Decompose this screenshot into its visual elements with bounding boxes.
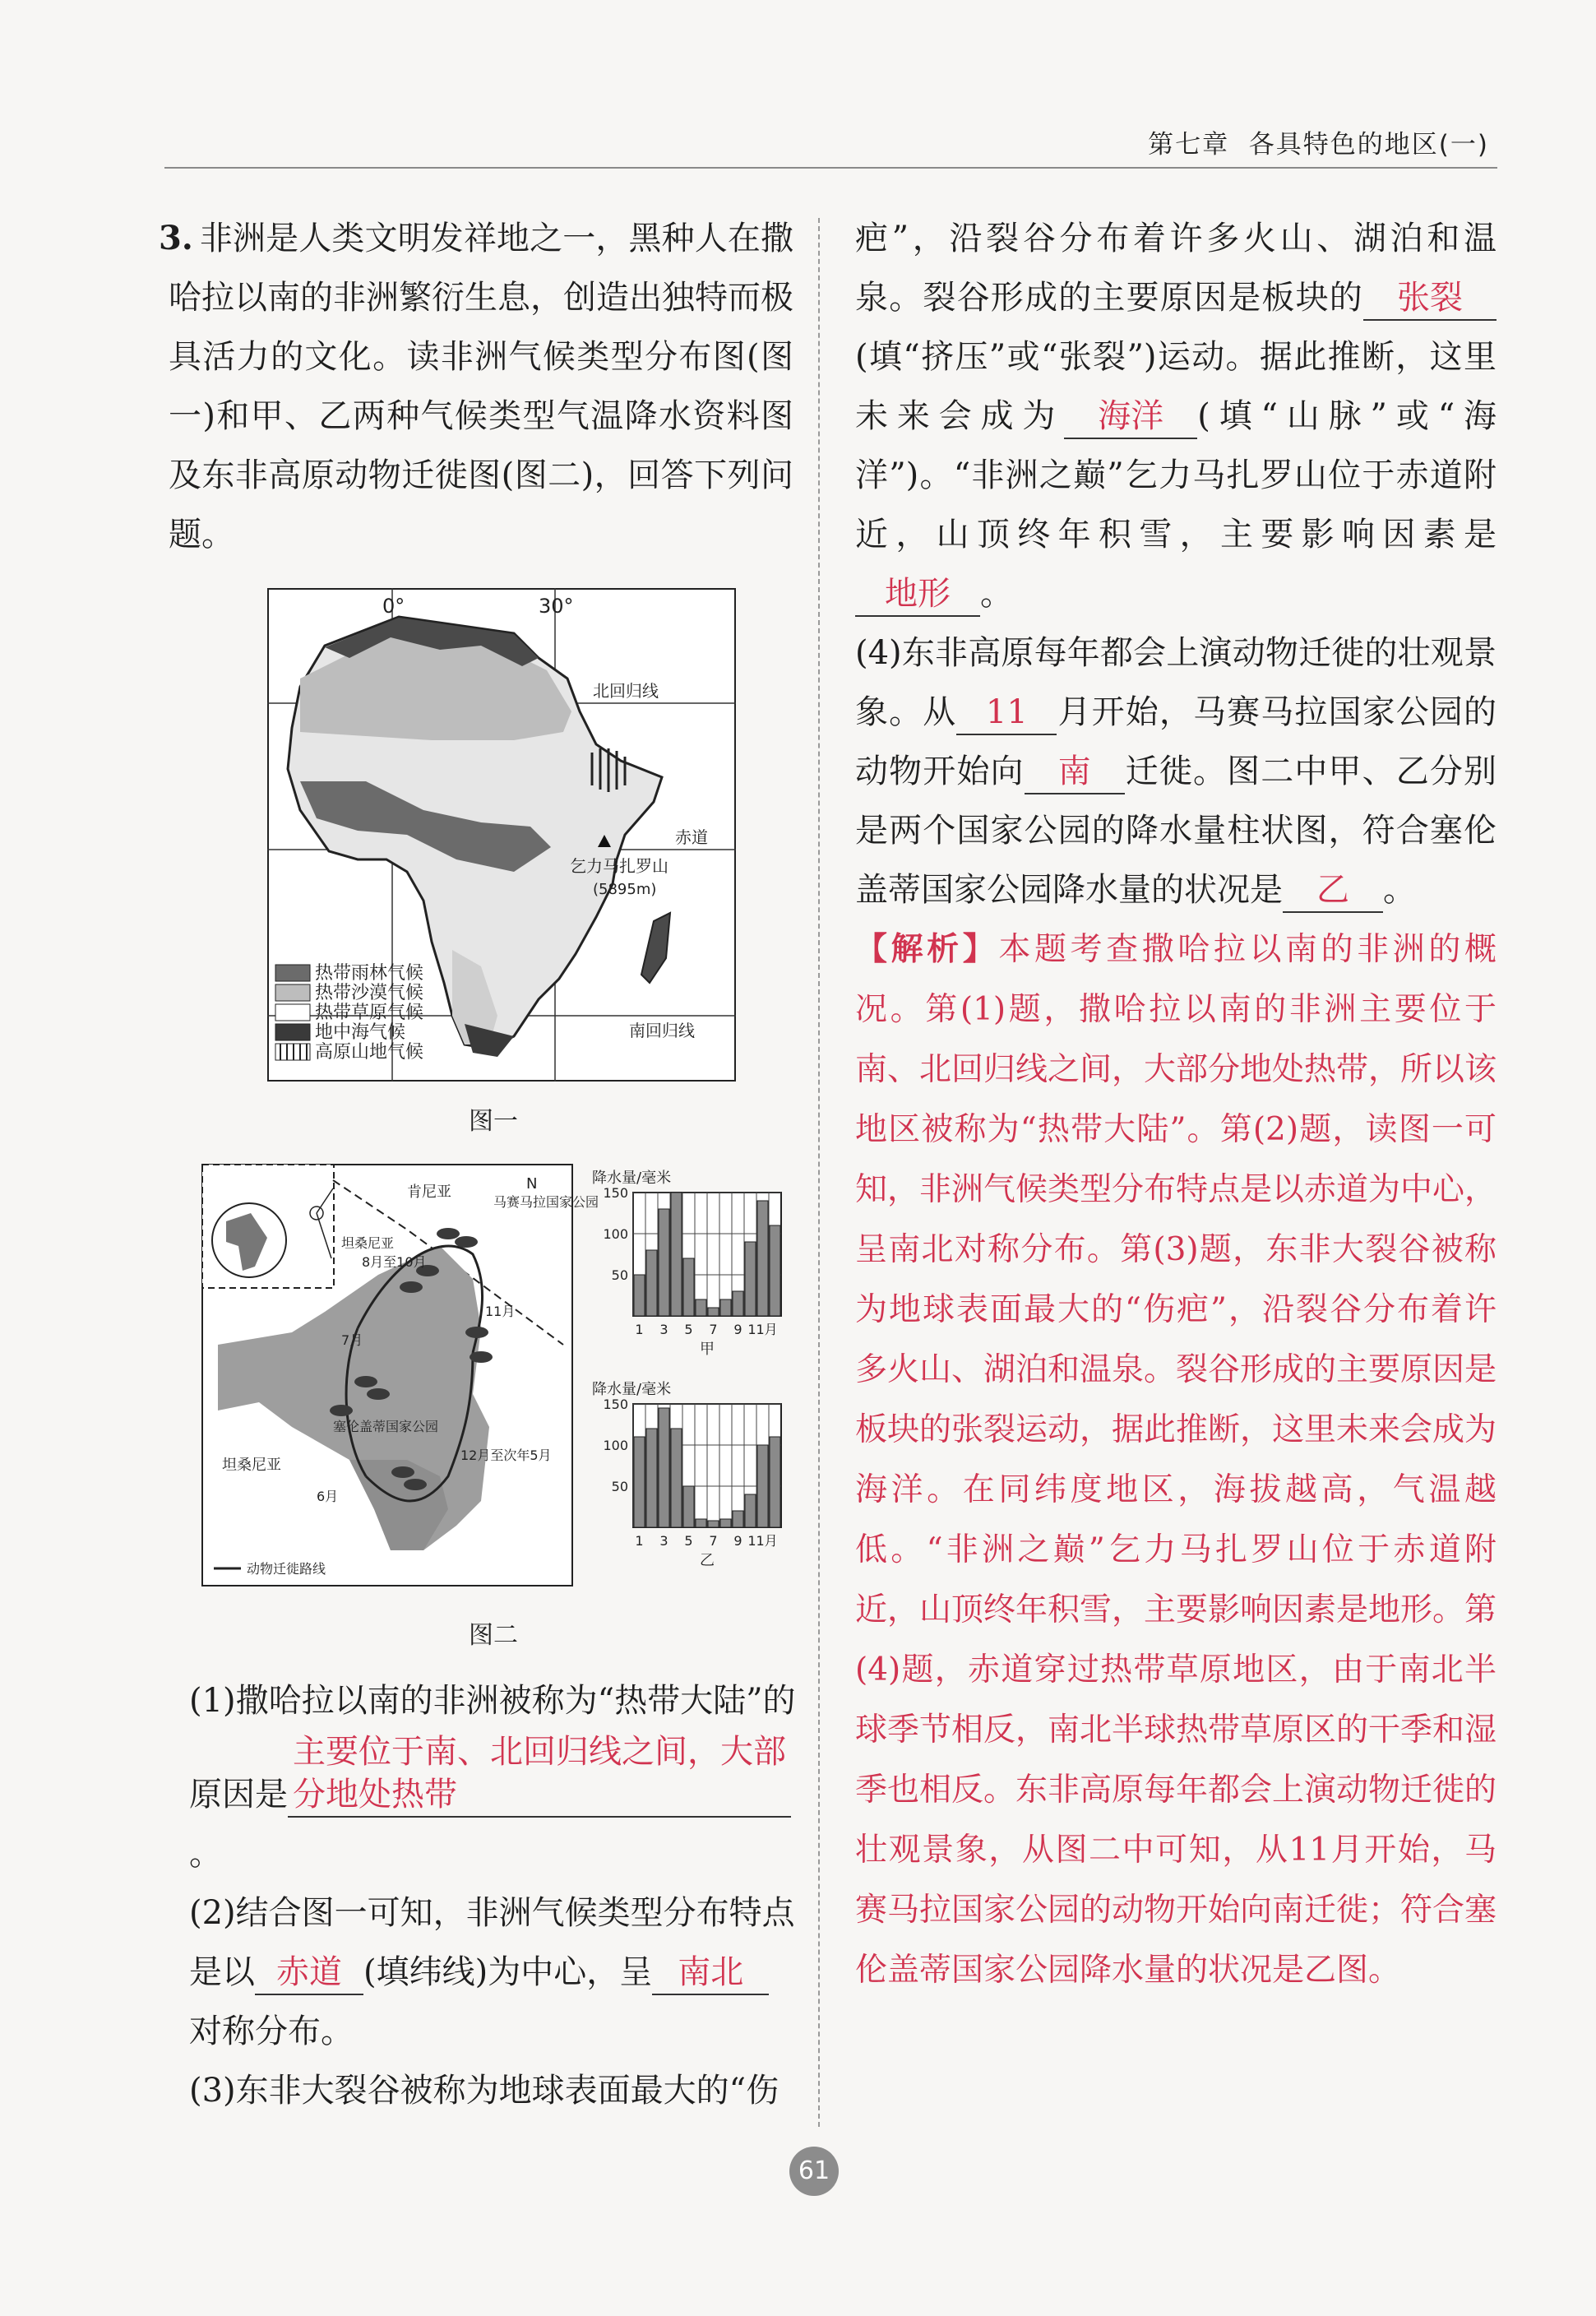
sub-question-4 — [855, 623, 1497, 919]
sub2-text-b: (填纬线)为中心，呈 — [363, 1953, 653, 1991]
africa-climate-map — [267, 588, 736, 1085]
chart-bar — [708, 1308, 719, 1316]
sub4-end: 。 — [1383, 871, 1416, 909]
label-dec-may: 12月至次年5月 — [460, 1448, 552, 1463]
legend-highland: 高原山地气候 — [315, 1042, 424, 1063]
climate-legend — [275, 963, 423, 1063]
sub2-text-a: (2)结合图一可知，非洲气候类型分布特点是以 — [189, 1894, 795, 1991]
chart-ylabel: 降水量/毫米 — [592, 1381, 672, 1398]
sub3-cont: 疤”，沿裂谷分布着许多火山、湖泊和温泉。裂谷形成的主要原因是板块的 — [855, 220, 1497, 317]
chart-bar — [720, 1299, 731, 1316]
chart-ylabel: 降水量/毫米 — [592, 1170, 672, 1187]
page-number: 61 — [789, 2147, 839, 2196]
chart-bar — [757, 1201, 768, 1316]
question-text: 非洲是人类文明发祥地之一，黑种人在撒哈拉以南的非洲繁衍生息，创造出独特而极具活力的文化。读非洲气候类型分布图(图一)和甲、乙两种气候类型气温降水资料图及东非高原动物迁徙图(图二)，回答下列问题。 — [169, 220, 793, 554]
north-arrow: N — [526, 1175, 538, 1193]
sub2-text-c: 对称分布。 — [189, 2013, 354, 2050]
label-aug-oct: 8月至10月 — [362, 1254, 427, 1270]
migration-figure — [201, 1164, 785, 1595]
sub-question-3 — [855, 209, 1497, 623]
chart-xtick: 7 — [709, 1322, 718, 1337]
chart-bar — [671, 1193, 682, 1316]
sub-question-2 — [189, 1883, 798, 2061]
sub3-text-c: (填“山脉”或“海洋”)。“非洲之巅”乞力马扎罗山位于赤道附近，山顶终年积雪，主要影响因素是 — [855, 397, 1497, 554]
sub3-answer-2[interactable]: 海洋 — [1064, 395, 1197, 439]
chart-bar — [646, 1250, 657, 1316]
sub3-answer-1[interactable]: 张裂 — [1363, 276, 1497, 321]
tropic-south-label: 南回归线 — [629, 1021, 695, 1040]
sub1-answer[interactable]: 主要位于南、北回归线之间，大部分地处热带 — [288, 1730, 791, 1818]
chart-xtick: 9 — [733, 1533, 742, 1549]
sub4-text-c: 迁徙。图二中甲、乙分别是两个国家公园的降水量柱状图，符合塞伦盖蒂国家公园降水量的状况是 — [855, 753, 1497, 909]
sub4-answer-1[interactable]: 11 — [956, 691, 1057, 735]
header-rule — [164, 167, 1497, 169]
question-number: 3. — [159, 219, 193, 257]
chart-bar — [696, 1299, 706, 1316]
chart-xtick: 11月 — [747, 1533, 778, 1549]
longitude-0-label: 0° — [382, 595, 405, 618]
chart-bar — [733, 1291, 743, 1316]
chart-xtick: 7 — [709, 1533, 718, 1549]
chart-xtick: 3 — [659, 1533, 668, 1549]
chart-xtick: 9 — [733, 1322, 742, 1337]
masai-mara-label: 马赛马拉国家公园 — [493, 1194, 599, 1210]
equator-label: 赤道 — [675, 827, 708, 847]
kilimanjaro-elevation: (5895m) — [593, 881, 657, 898]
legend-mediterranean: 地中海气候 — [315, 1022, 406, 1043]
chart-xtick: 11月 — [747, 1322, 778, 1337]
sub4-text-a: (4)东非高原每年都会上演动物迁徙的壮观景象。从 — [855, 634, 1497, 731]
tropic-north-label: 北回归线 — [593, 681, 659, 701]
sub-question-1 — [189, 1671, 798, 1883]
label-jul: 7月 — [341, 1332, 363, 1348]
sub3-text-b: (填“挤压”或“张裂”)运动。据此推断，这里未来会成为 — [855, 338, 1497, 435]
legend-rainforest: 热带雨林气候 — [315, 963, 424, 984]
chapter-title: 各具特色的地区(一) — [1248, 130, 1489, 160]
sub4-text-b: 月开始，马赛马拉国家公园的动物开始向 — [855, 693, 1497, 790]
chart-bar — [733, 1511, 743, 1527]
chart-bar — [708, 1521, 719, 1527]
kilimanjaro-label: 乞力马扎罗山 — [570, 856, 668, 876]
chart-bar — [646, 1429, 657, 1527]
chart-xtick: 5 — [684, 1533, 693, 1549]
right-column — [855, 209, 1497, 2000]
chart-bar — [683, 1258, 694, 1316]
chart-xtick: 3 — [659, 1322, 668, 1337]
sub-questions-left — [189, 1671, 798, 2120]
chart-bar — [770, 1225, 780, 1316]
label-jun: 6月 — [317, 1489, 339, 1504]
tanzania-inset-label: 坦桑尼亚 — [341, 1235, 395, 1251]
sub3-answer-3[interactable]: 地形 — [855, 572, 980, 617]
chart-bar — [683, 1486, 694, 1527]
chart-xtick: 5 — [684, 1322, 693, 1337]
chapter-number: 第七章 — [1148, 130, 1230, 160]
legend-savanna: 热带草原气候 — [315, 1003, 424, 1023]
chart-bar — [696, 1519, 706, 1527]
sub3-end: 。 — [980, 575, 1013, 613]
sub2-answer-2[interactable]: 南北 — [652, 1951, 769, 1995]
sub-question-3-start — [189, 2061, 798, 2120]
sub4-answer-2[interactable]: 南 — [1025, 750, 1125, 794]
serengeti-label: 塞伦盖蒂国家公园 — [333, 1419, 439, 1434]
analysis-tag: 【解析】 — [855, 930, 999, 968]
longitude-30-label: 30° — [539, 595, 574, 618]
label-nov: 11月 — [485, 1304, 516, 1319]
chart-ytick: 50 — [611, 1479, 628, 1494]
chapter-header — [1148, 123, 1489, 160]
column-divider — [818, 218, 820, 2127]
sub2-answer-1[interactable]: 赤道 — [255, 1951, 363, 1995]
chart-ytick: 150 — [603, 1185, 628, 1201]
chart-ytick: 100 — [603, 1438, 628, 1453]
chart-xtick: 1 — [635, 1322, 644, 1337]
chart-bar — [671, 1429, 682, 1527]
analysis-text: 本题考查撒哈拉以南的非洲的概况。第(1)题，撒哈拉以南的非洲主要位于南、北回归线之间，大部分地处热带，所以该地区被称为“热带大陆”。第(2)题，读图一可知，非洲气候类型分布特点是以赤道为中心，呈南北对称分布。第(3)题，东非大裂谷被称为地球表面最大的“伤疤”，沿裂谷分布着许多火山、湖泊和温泉。裂谷形成的主要原因是板块的张裂运动，据此推断，这里未来会成为海洋。在同纬度地区，海拔越高，气温越低。“非洲之巅”乞力马扎罗山位于赤道附近，山顶终年积雪，主要影响因素是地形。第(4)题，赤道穿过热带草原地区，由于南北半球季节相反，南北半球热带草原区的干季和湿季也相反。东非高原每年都会上演动物迁徙的壮观景象，从图二中可知，从11月开始，马赛马拉国家公园的动物开始向南迁徙；符合塞伦盖蒂国家公园降水量的状况是乙图。 — [855, 931, 1497, 1989]
chart-bar — [745, 1242, 756, 1316]
figure2-caption: 图二 — [469, 1621, 518, 1650]
chart-bar — [720, 1519, 731, 1527]
chart-bar — [659, 1408, 669, 1527]
legend-desert: 热带沙漠气候 — [315, 983, 424, 1003]
chart-bar — [634, 1275, 645, 1316]
chart-ytick: 50 — [611, 1267, 628, 1283]
chart-title: 乙 — [700, 1552, 715, 1569]
route-legend: 动物迁徙路线 — [247, 1561, 326, 1577]
tanzania-label: 坦桑尼亚 — [222, 1457, 281, 1474]
sub1-text: (1)撒哈拉以南的非洲被称为“热带大陆”的原因是 — [189, 1682, 796, 1813]
chart-ytick: 100 — [603, 1226, 628, 1242]
chart-bar — [659, 1209, 669, 1316]
chart-bar — [745, 1494, 756, 1527]
analysis — [855, 919, 1497, 2000]
sub3-text-a: (3)东非大裂谷被称为地球表面最大的“伤 — [189, 2072, 779, 2110]
figure1-caption: 图一 — [469, 1107, 518, 1136]
chart-title: 甲 — [700, 1341, 715, 1358]
sub1-end: 。 — [189, 1835, 222, 1873]
chart-bar — [634, 1437, 645, 1527]
chart-xtick: 1 — [635, 1533, 644, 1549]
kenya-label: 肯尼亚 — [407, 1183, 451, 1201]
chart-bar — [757, 1445, 768, 1527]
chart-ytick: 150 — [603, 1397, 628, 1412]
chart-bar — [770, 1437, 780, 1527]
sub4-answer-3[interactable]: 乙 — [1283, 868, 1383, 913]
question-stem — [159, 209, 793, 564]
